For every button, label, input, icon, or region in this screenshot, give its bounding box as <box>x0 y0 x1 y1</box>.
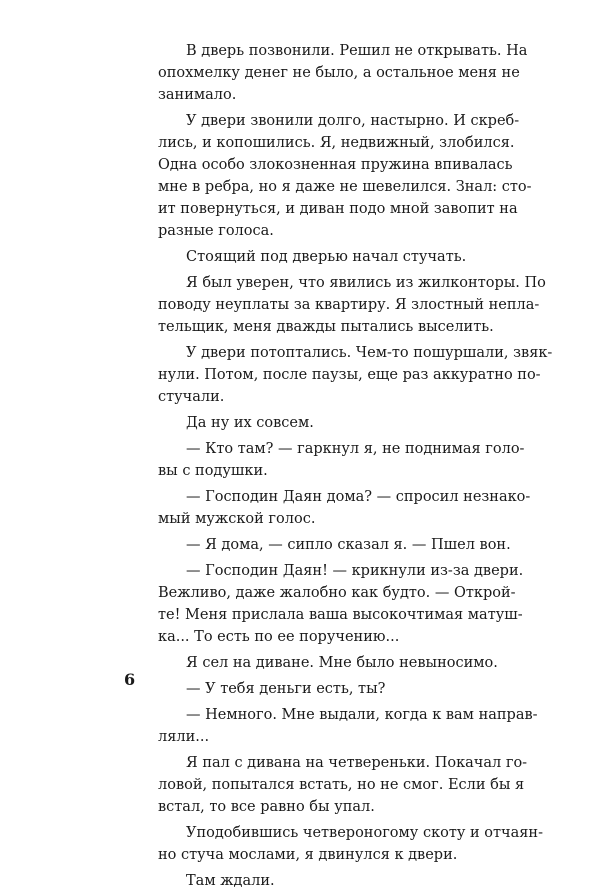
text-line: — Господин Даян дома? — спросил незнако- <box>186 489 531 505</box>
paragraph <box>158 40 528 106</box>
text-line: Я был уверен, что явились из жилконторы. По <box>186 275 546 291</box>
paragraph <box>158 534 511 556</box>
text-line: тельщик, меня дважды пытались выселить. <box>158 319 494 335</box>
text-line: У двери потоптались. Чем-то пошуршали, звяк- <box>186 345 553 361</box>
paragraph <box>158 652 498 674</box>
text-line: ит повернуться, и диван подо мной завопит на <box>158 201 518 217</box>
text-line: — Я дома, — сипло сказал я. — Пшел вон. <box>186 537 511 553</box>
text-line: Я пал с дивана на четвереньки. Покачал го- <box>186 755 528 771</box>
text-line: но стуча мослами, я двинулся к двери. <box>158 847 458 863</box>
text-line: встал, то все равно бы упал. <box>158 799 375 815</box>
text-line: стучали. <box>158 389 225 405</box>
text-line: Стоящий под дверью начал стучать. <box>186 249 467 265</box>
text-line: те! Меня прислала ваша высокочтимая матуш- <box>158 607 523 623</box>
paragraph <box>158 438 525 482</box>
text-block <box>158 40 553 892</box>
paragraph <box>158 678 488 700</box>
paragraph <box>158 342 553 408</box>
page-number: 6 <box>124 670 136 689</box>
text-line: вы с подушки. <box>158 463 268 479</box>
text-line: Вежливо, даже жалобно как будто. — Открой- <box>158 585 516 601</box>
paragraph <box>158 704 538 748</box>
text-line: Одна особо злокозненная пружина впивалась <box>158 157 513 173</box>
paragraph <box>158 870 488 892</box>
text-line: занимало. <box>158 87 237 103</box>
text-line: — Господин Даян! — крикнули из-за двери. <box>186 563 524 579</box>
text-line: лись, и копошились. Я, недвижный, злобился. <box>158 135 515 151</box>
text-line: — У тебя деньги есть, ты? <box>186 681 386 697</box>
text-line: Уподобившись четвероногому скоту и отчаян- <box>186 825 543 841</box>
paragraph <box>158 560 524 648</box>
text-line: — Кто там? — гаркнул я, не поднимая голо- <box>186 441 525 457</box>
text-line: Там ждали. <box>186 873 275 889</box>
paragraph <box>158 822 543 866</box>
paragraph <box>158 486 531 530</box>
text-line: В дверь позвонили. Решил не открывать. На <box>186 43 528 59</box>
text-line: ка... То есть по ее поручению... <box>158 629 400 645</box>
paragraph <box>158 412 488 434</box>
text-line: — Немного. Мне выдали, когда к вам направ- <box>186 707 538 723</box>
paragraph <box>158 272 546 338</box>
text-line: ляли... <box>158 729 210 745</box>
paragraph <box>158 110 532 242</box>
text-line: мый мужской голос. <box>158 511 316 527</box>
text-line: нули. Потом, после паузы, еще раз аккуратно по- <box>158 367 541 383</box>
text-line: мне в ребра, но я даже не шевелился. Знал: сто- <box>158 179 532 195</box>
paragraph <box>158 246 488 268</box>
text-line: У двери звонили долго, настырно. И скреб- <box>186 113 520 129</box>
paragraph <box>158 752 528 818</box>
text-line: ловой, попытался встать, но не смог. Если бы я <box>158 777 525 793</box>
text-line: Да ну их совсем. <box>186 415 314 431</box>
text-line: поводу неуплаты за квартиру. Я злостный непла- <box>158 297 540 313</box>
text-line: разные голоса. <box>158 223 274 239</box>
text-line: Я сел на диване. Мне было невыносимо. <box>186 655 498 671</box>
text-line: опохмелку денег не было, а остальное меня не <box>158 65 520 81</box>
